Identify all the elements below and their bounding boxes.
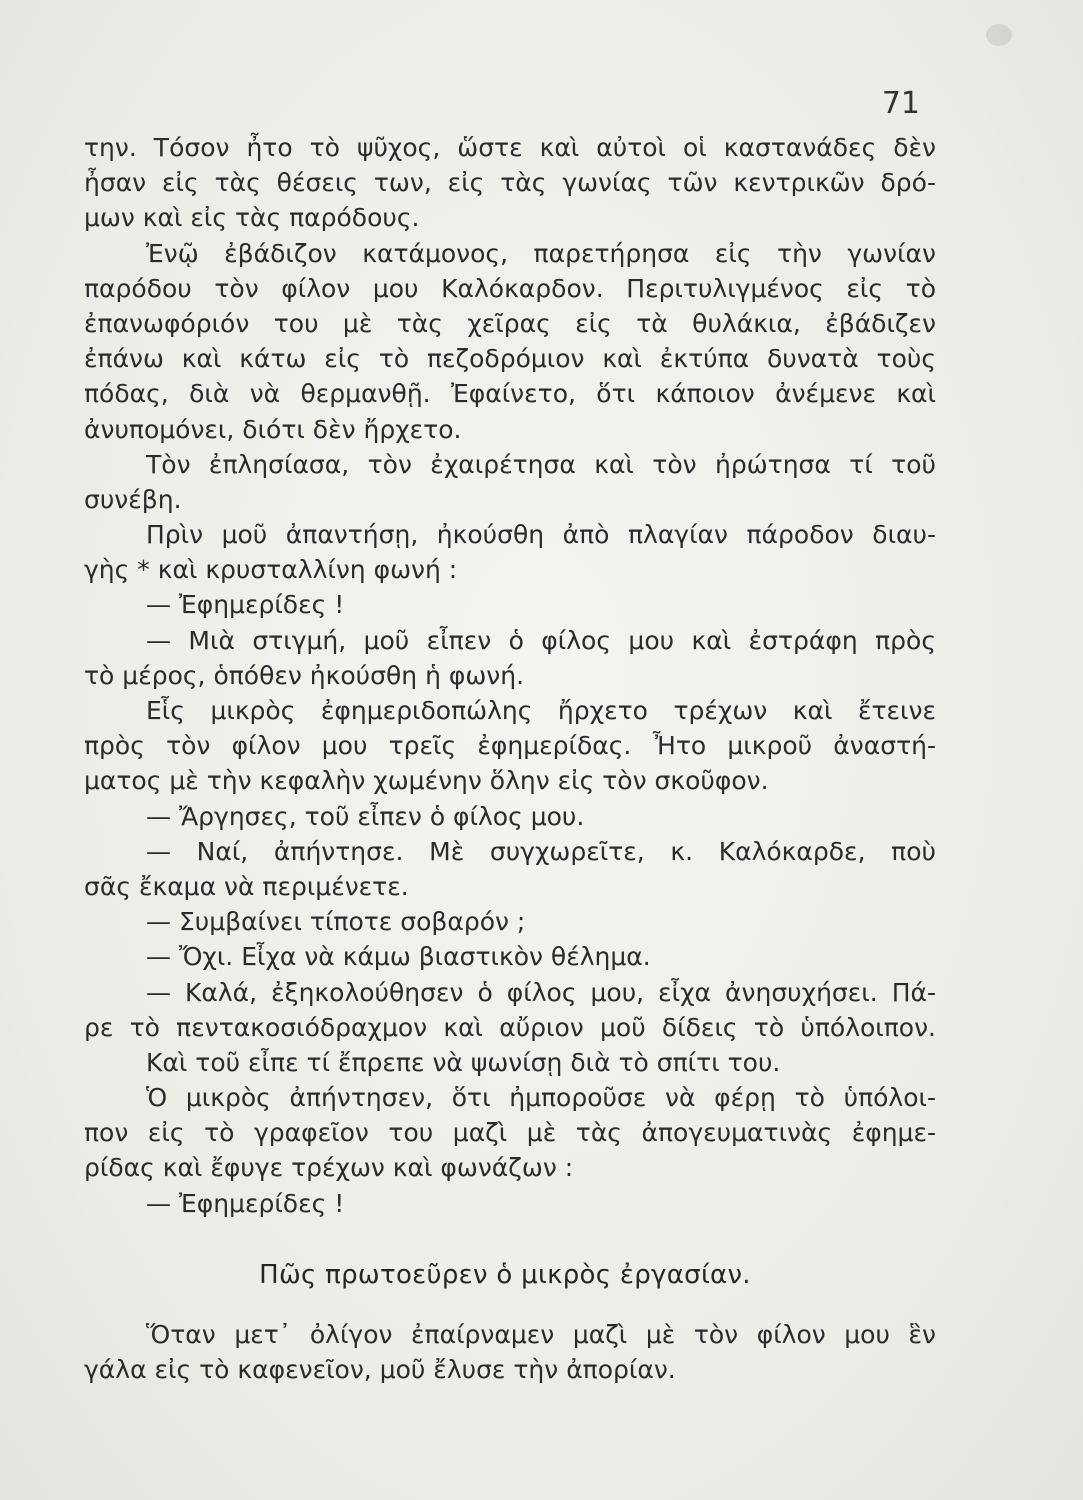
text-line: Ἐνῷ ἐβάδιζον κατάμονος, παρετήρησα εἰς τὴν γωνίαν: [146, 238, 936, 268]
text-line: ἐπάνω καὶ κάτω εἰς τὸ πεζοδρόμιον καὶ ἐκτύπα δυνατὰ τοὺς: [84, 344, 936, 374]
dialogue-line: — Ἄργησες, τοῦ εἶπεν ὁ φίλος μου.: [146, 801, 585, 831]
text-line: παρόδου τὸν φίλον μου Καλόκαρδον. Περιτυλιγμένος εἰς τὸ: [84, 273, 936, 303]
text-line: ρε τὸ πεντακοσιόδραχμον καὶ αὔριον μοῦ δίδεις τὸ ὑπόλοιπον.: [84, 1012, 936, 1042]
text-line: γάλα εἰς τὸ καφενεῖον, μοῦ ἔλυσε τὴν ἀπορίαν.: [84, 1355, 676, 1384]
text-line: πόδας, διὰ νὰ θερμανθῇ. Ἐφαίνετο, ὅτι κάποιον ἀνέμενε καὶ: [84, 379, 936, 409]
text-line: ἀνυπομόνει, διότι δὲν ἤρχετο.: [84, 414, 462, 444]
page-number: 71: [881, 86, 920, 121]
text-line: Τὸν ἐπλησίασα, τὸν ἐχαιρέτησα καὶ τὸν ἠρώτησα τί τοῦ: [146, 449, 936, 479]
text-line: πον εἰς τὸ γραφεῖον του μαζὶ μὲ τὰς ἀπογευματινὰς ἐφημε-: [84, 1118, 936, 1148]
dialogue-line: — Καλά, ἐξηκολούθησεν ὁ φίλος μου, εἶχα ἀνησυχήσει. Πά-: [146, 977, 936, 1007]
text-line: Ὅταν μετ᾽ ὀλίγον ἐπαίρναμεν μαζὶ μὲ τὸν φίλον μου ἓν: [146, 1319, 936, 1349]
text-line: Εἷς μικρὸς ἐφημεριδοπώλης ἤρχετο τρέχων καὶ ἔτεινε: [146, 696, 936, 725]
text-line: Ὁ μικρὸς ἀπήντησεν, ὅτι ἠμποροῦσε νὰ φέρῃ τὸ ὑπόλοι-: [146, 1083, 936, 1113]
text-line: την. Τόσον ἦτο τὸ ψῦχος, ὥστε καὶ αὐτοὶ οἱ καστανάδες δὲν: [84, 133, 936, 162]
section-spacer: [84, 1295, 936, 1317]
text-line: ρίδας καὶ ἔφυγε τρέχων καὶ φωνάζων :: [84, 1153, 574, 1183]
ink-smudge: [986, 24, 1012, 46]
text-line: ἦσαν εἰς τὰς θέσεις των, εἰς τὰς γωνίας τῶν κεντρικῶν δρό-: [84, 168, 936, 198]
dialogue-line: — Ἐφημερίδες !: [146, 1188, 345, 1218]
text-line: τὸ μέρος, ὁπόθεν ἠκούσθη ἡ φωνή.: [84, 660, 525, 690]
text-line: ἐπανωφόριόν του μὲ τὰς χεῖρας εἰς τὰ θυλάκια, ἐβάδιζεν: [84, 308, 936, 338]
section-heading: Πῶς πρωτοεῦρεν ὁ μικρὸς ἐργασίαν.: [259, 1259, 751, 1290]
text-line: ματος μὲ τὴν κεφαλὴν χωμένην ὅλην εἰς τὸν σκοῦφον.: [84, 766, 769, 796]
dialogue-line: — Ἐφημερίδες !: [146, 590, 345, 620]
text-line: γὴς * καὶ κρυσταλλίνη φωνή :: [84, 555, 458, 585]
text-line: Καὶ τοῦ εἶπε τί ἔπρεπε νὰ ψωνίσῃ διὰ τὸ σπίτι του.: [146, 1047, 781, 1077]
dialogue-line: — Συμβαίνει τίποτε σοβαρόν ;: [146, 907, 526, 937]
body-text: [84, 130, 936, 1387]
text-line: πρὸς τὸν φίλον μου τρεῖς ἐφημερίδας. Ἦτο μικροῦ ἀναστή-: [84, 731, 936, 761]
dialogue-line: — Μιὰ στιγμή, μοῦ εἶπεν ὁ φίλος μου καὶ ἐστράφη πρὸς: [146, 625, 936, 655]
text-line: σᾶς ἔκαμα νὰ περιμένετε.: [84, 871, 409, 901]
dialogue-line: — Ὄχι. Εἶχα νὰ κάμω βιαστικὸν θέλημα.: [146, 942, 651, 972]
text-line: συνέβη.: [84, 484, 182, 514]
text-line: Πρὶν μοῦ ἀπαντήσῃ, ἠκούσθη ἀπὸ πλαγίαν πάροδον διαυ-: [146, 520, 936, 550]
dialogue-line: — Ναί, ἀπήντησε. Μὲ συγχωρεῖτε, κ. Καλόκαρδε, ποὺ: [146, 836, 936, 866]
text-line: μων καὶ εἰς τὰς παρόδους.: [84, 203, 420, 233]
section-spacer: [84, 1221, 936, 1255]
